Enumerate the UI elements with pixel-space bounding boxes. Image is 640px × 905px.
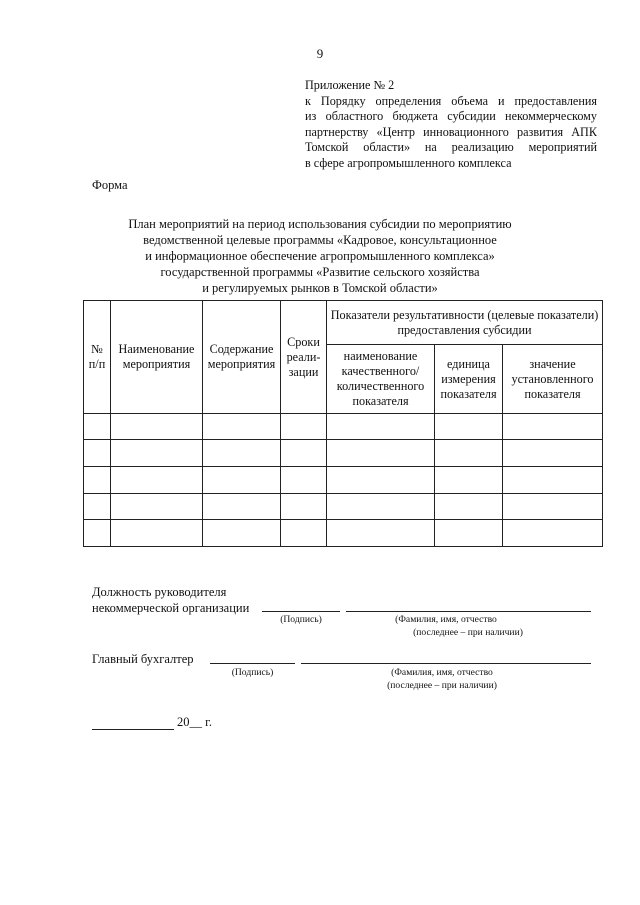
- header-content: Содержание мероприятия: [203, 301, 281, 414]
- header-value: значение установленного показателя: [503, 345, 603, 414]
- accountant-fio-caption-note: (последнее – при наличии): [387, 680, 497, 691]
- table-cell[interactable]: [111, 467, 203, 494]
- document-title: [80, 216, 560, 296]
- table-cell[interactable]: [435, 494, 503, 520]
- head-signature-line[interactable]: [262, 611, 340, 612]
- table-cell[interactable]: [435, 440, 503, 467]
- appendix-line: к Порядку определения объема и предоставления: [305, 93, 597, 108]
- table-cell[interactable]: [281, 467, 327, 494]
- table-row: [84, 494, 603, 520]
- table-cell[interactable]: [203, 494, 281, 520]
- table-cell[interactable]: [327, 520, 435, 547]
- table-cell[interactable]: [203, 467, 281, 494]
- table-cell[interactable]: [327, 467, 435, 494]
- table-cell[interactable]: [281, 440, 327, 467]
- table-cell[interactable]: [503, 520, 603, 547]
- title-line: План мероприятий на период использования субсидии по мероприятию: [128, 217, 512, 231]
- title-line: ведомственной целевые программы «Кадровое, консультационное: [143, 233, 497, 247]
- head-fio-line[interactable]: [346, 611, 591, 612]
- title-line: и информационное обеспечение агропромышленного комплекса»: [145, 249, 495, 263]
- accountant-fio-caption: (Фамилия, имя, отчество: [391, 667, 493, 678]
- table-cell[interactable]: [503, 440, 603, 467]
- accountant-label: Главный бухгалтер: [92, 652, 194, 666]
- header-terms: Сроки реали-зации: [281, 301, 327, 414]
- date-year: 20__ г.: [177, 715, 212, 729]
- form-label: Форма: [92, 178, 128, 192]
- accountant-signature-line[interactable]: [210, 663, 295, 664]
- table-row: [84, 467, 603, 494]
- table-cell[interactable]: [327, 440, 435, 467]
- table-cell[interactable]: [503, 494, 603, 520]
- header-name: Наименование мероприятия: [111, 301, 203, 414]
- table-row: [84, 520, 603, 547]
- appendix-line: Приложение № 2: [305, 78, 395, 92]
- table-cell[interactable]: [203, 414, 281, 440]
- table-cell[interactable]: [503, 414, 603, 440]
- date-line[interactable]: [92, 729, 174, 730]
- appendix-header: [305, 78, 597, 171]
- table-cell[interactable]: [84, 520, 111, 547]
- header-indicators: Показатели результативности (целевые показатели) предоставления субсидии: [327, 301, 603, 345]
- header-indicator-name: наименование качественного/ количественного показателя: [327, 345, 435, 414]
- header-unit: единица измерения показателя: [435, 345, 503, 414]
- table-row: [84, 414, 603, 440]
- header-num: № п/п: [84, 301, 111, 414]
- head-position-label-2: некоммерческой организации: [92, 601, 250, 615]
- table-cell[interactable]: [281, 414, 327, 440]
- table-cell[interactable]: [503, 467, 603, 494]
- table-cell[interactable]: [327, 414, 435, 440]
- title-line: государственной программы «Развитие сельского хозяйства: [160, 265, 480, 279]
- table-cell[interactable]: [281, 494, 327, 520]
- table-row: [84, 440, 603, 467]
- appendix-line: Томской области» на реализацию мероприятий: [305, 140, 597, 154]
- table-cell[interactable]: [435, 467, 503, 494]
- table-cell[interactable]: [281, 520, 327, 547]
- plan-table: [83, 300, 603, 547]
- table-cell[interactable]: [84, 494, 111, 520]
- head-fio-caption-note: (последнее – при наличии): [413, 627, 523, 638]
- table-cell[interactable]: [84, 440, 111, 467]
- head-position-label-1: Должность руководителя: [92, 585, 227, 599]
- table-cell[interactable]: [111, 494, 203, 520]
- head-fio-caption: (Фамилия, имя, отчество: [395, 614, 497, 625]
- table-cell[interactable]: [111, 414, 203, 440]
- table-cell[interactable]: [111, 520, 203, 547]
- appendix-line: из областного бюджета субсидии некоммерческому: [305, 109, 597, 123]
- appendix-line: в сфере агропромышленного комплекса: [305, 155, 512, 170]
- table-cell[interactable]: [435, 520, 503, 547]
- accountant-signature-caption: (Подпись): [231, 667, 274, 678]
- table-cell[interactable]: [111, 440, 203, 467]
- table-cell[interactable]: [84, 414, 111, 440]
- title-line: и регулируемых рынков в Томской области»: [202, 281, 438, 295]
- page-number: 9: [316, 46, 324, 61]
- table-cell[interactable]: [435, 414, 503, 440]
- appendix-line: партнерству «Центр инновационного развития АПК: [305, 124, 597, 139]
- head-signature-caption: (Подпись): [280, 614, 322, 625]
- table-cell[interactable]: [203, 520, 281, 547]
- accountant-fio-line[interactable]: [301, 663, 591, 664]
- table-cell[interactable]: [84, 467, 111, 494]
- table-cell[interactable]: [203, 440, 281, 467]
- table-cell[interactable]: [327, 494, 435, 520]
